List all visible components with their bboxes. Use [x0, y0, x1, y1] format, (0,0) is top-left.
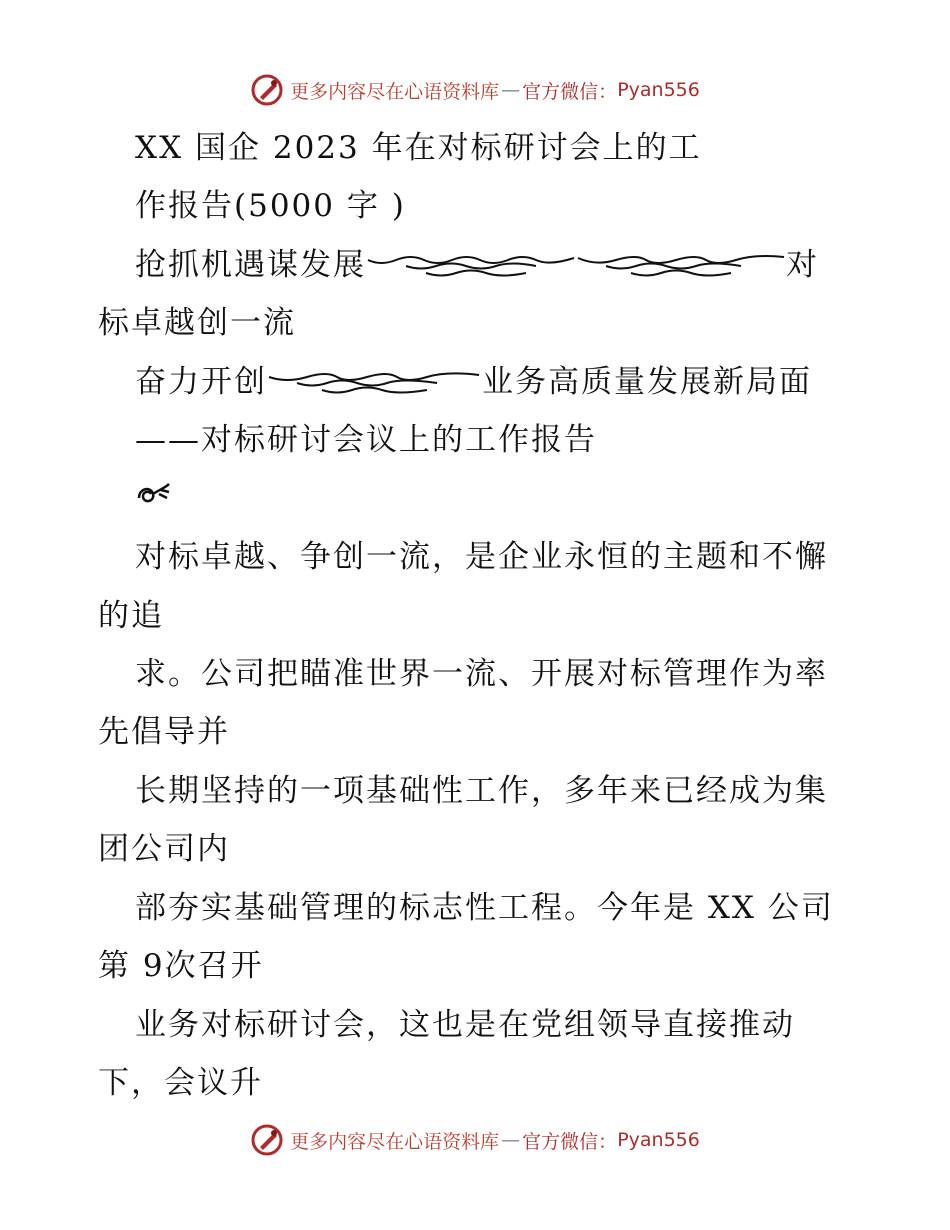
wavy-rule-icon: [366, 252, 576, 282]
subtitle-line-1-end: 对: [786, 247, 819, 283]
footer-separator: —: [501, 1129, 521, 1151]
header-wechat-id: Pyan556: [617, 79, 700, 101]
subtitle-line-3: [135, 362, 812, 402]
subtitle-line-1-start: 抢抓机遇谋发展: [135, 247, 366, 283]
body-line-3: 求。公司把瞄准世界一流、开展对标管理作为率: [135, 656, 828, 692]
body-line-8: 第 9次召开: [98, 948, 264, 984]
body-line-2: 的追: [98, 598, 164, 634]
body-line-6: 团公司内: [98, 831, 230, 867]
header-separator: —: [501, 79, 521, 101]
body-line-1: 对标卓越、争创一流，是企业永恒的主题和不懈: [135, 539, 828, 575]
wavy-rule-icon: [267, 369, 482, 399]
body-line-7: 部夯实基础管理的标志性工程。今年是 XX 公司: [135, 890, 834, 926]
header-banner: [0, 70, 950, 110]
footer-banner: [0, 1120, 950, 1160]
pen-logo-icon: [250, 1123, 284, 1157]
subtitle-line-3-end: 业务高质量发展新局面: [482, 364, 812, 400]
wavy-rule-icon: [576, 252, 786, 282]
subtitle-line-2: 标卓越创一流: [98, 305, 296, 341]
subtitle-line-3-start: 奋力开创: [135, 364, 267, 400]
body-line-9: 业务对标研讨会，这也是在党组领导直接推动: [135, 1007, 795, 1043]
header-banner-text: 更多内容尽在心语资料库: [290, 80, 500, 103]
title-line-2: 作报告(5000 字 ): [135, 188, 406, 224]
header-wechat-label: 官方微信：: [522, 80, 618, 103]
footer-wechat-id: Pyan556: [617, 1129, 700, 1151]
body-line-5: 长期坚持的一项基础性工作，多年来已经成为集: [135, 773, 828, 809]
body-line-10: 下，会议升: [98, 1065, 263, 1101]
footer-banner-text: 更多内容尽在心语资料库: [290, 1130, 500, 1153]
pen-logo-icon: [250, 73, 284, 107]
title-line-1: XX 国企 2023 年在对标研讨会上的工: [135, 130, 702, 166]
body-line-4: 先倡导并: [98, 714, 230, 750]
subtitle-line-4: ——对标研讨会议上的工作报告: [135, 422, 597, 458]
subtitle-line-1: [135, 245, 819, 285]
footer-wechat-label: 官方微信：: [522, 1130, 618, 1153]
flourish-ornament-icon: [135, 480, 173, 506]
